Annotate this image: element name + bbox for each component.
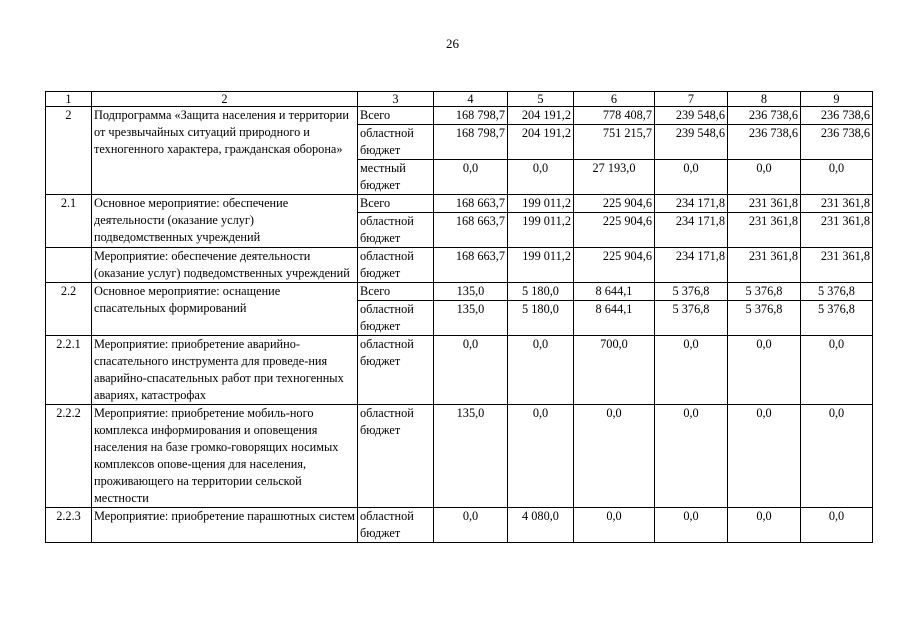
value-cell: 234 171,8 (655, 248, 728, 283)
value-cell: 5 376,8 (801, 301, 873, 336)
value-cell: 135,0 (434, 283, 508, 301)
value-cell: 0,0 (508, 336, 574, 405)
value-cell: 0,0 (434, 508, 508, 543)
funding-source: областной бюджет (358, 405, 434, 508)
value-cell: 236 738,6 (801, 107, 873, 125)
value-cell: 199 011,2 (508, 195, 574, 213)
value-cell: 0,0 (728, 336, 801, 405)
budget-table (45, 91, 873, 543)
funding-source: Всего (358, 195, 434, 213)
funding-source: местный бюджет (358, 160, 434, 195)
column-header: 5 (508, 92, 574, 107)
value-cell: 204 191,2 (508, 125, 574, 160)
value-cell: 0,0 (801, 405, 873, 508)
value-cell: 0,0 (728, 160, 801, 195)
value-cell: 0,0 (655, 508, 728, 543)
funding-source: областной бюджет (358, 301, 434, 336)
funding-source: областной бюджет (358, 125, 434, 160)
value-cell: 0,0 (574, 405, 655, 508)
funding-source: Всего (358, 107, 434, 125)
table-row (46, 107, 873, 125)
value-cell: 5 376,8 (655, 283, 728, 301)
value-cell: 135,0 (434, 405, 508, 508)
value-cell: 0,0 (801, 508, 873, 543)
table-row (46, 508, 873, 543)
value-cell: 0,0 (801, 336, 873, 405)
value-cell: 4 080,0 (508, 508, 574, 543)
value-cell: 225 904,6 (574, 195, 655, 213)
funding-source: Всего (358, 283, 434, 301)
column-header: 7 (655, 92, 728, 107)
row-number: 2.2.2 (46, 405, 92, 508)
funding-source: областной бюджет (358, 336, 434, 405)
row-number: 2.2.3 (46, 508, 92, 543)
row-number: 2.2 (46, 283, 92, 336)
value-cell: 234 171,8 (655, 195, 728, 213)
value-cell: 8 644,1 (574, 283, 655, 301)
value-cell: 239 548,6 (655, 107, 728, 125)
funding-source: областной бюджет (358, 248, 434, 283)
column-header: 3 (358, 92, 434, 107)
value-cell: 236 738,6 (801, 125, 873, 160)
value-cell: 0,0 (655, 336, 728, 405)
value-cell: 0,0 (434, 336, 508, 405)
table-row (46, 336, 873, 405)
value-cell: 168 798,7 (434, 107, 508, 125)
value-cell: 5 376,8 (728, 301, 801, 336)
value-cell: 236 738,6 (728, 125, 801, 160)
value-cell: 0,0 (508, 160, 574, 195)
row-description: Мероприятие: приобретение мобиль-ного комплекса информирования и оповещения населения на базе громко-говорящих носимых комплексов опове-щения для населения, проживающего на территории сельской местности (92, 405, 358, 508)
column-header: 9 (801, 92, 873, 107)
value-cell: 0,0 (655, 160, 728, 195)
column-header-row (46, 92, 873, 107)
row-description: Основное мероприятие: обеспечение деятельности (оказание услуг) подведомственных учреждений (92, 195, 358, 248)
value-cell: 5 376,8 (655, 301, 728, 336)
value-cell: 168 663,7 (434, 195, 508, 213)
value-cell: 168 663,7 (434, 248, 508, 283)
value-cell: 0,0 (801, 160, 873, 195)
value-cell: 135,0 (434, 301, 508, 336)
column-header: 2 (92, 92, 358, 107)
value-cell: 751 215,7 (574, 125, 655, 160)
value-cell: 168 798,7 (434, 125, 508, 160)
row-description: Мероприятие: обеспечение деятельности (оказание услуг) подведомственных учреждений (92, 248, 358, 283)
row-description: Основное мероприятие: оснащение спасательных формирований (92, 283, 358, 336)
value-cell: 5 376,8 (801, 283, 873, 301)
value-cell: 0,0 (508, 405, 574, 508)
column-header: 8 (728, 92, 801, 107)
column-header: 1 (46, 92, 92, 107)
value-cell: 225 904,6 (574, 248, 655, 283)
column-header: 4 (434, 92, 508, 107)
column-header: 6 (574, 92, 655, 107)
value-cell: 0,0 (655, 405, 728, 508)
value-cell: 231 361,8 (801, 248, 873, 283)
value-cell: 236 738,6 (728, 107, 801, 125)
value-cell: 231 361,8 (728, 213, 801, 248)
value-cell: 199 011,2 (508, 213, 574, 248)
funding-source: областной бюджет (358, 213, 434, 248)
value-cell: 231 361,8 (801, 195, 873, 213)
value-cell: 234 171,8 (655, 213, 728, 248)
value-cell: 231 361,8 (801, 213, 873, 248)
value-cell: 5 180,0 (508, 283, 574, 301)
value-cell: 0,0 (434, 160, 508, 195)
row-number: 2.2.1 (46, 336, 92, 405)
row-description: Подпрограмма «Защита населения и территории от чрезвычайных ситуаций природного и техногенного характера, гражданская оборона» (92, 107, 358, 195)
table-row (46, 248, 873, 283)
value-cell: 204 191,2 (508, 107, 574, 125)
table-row (46, 405, 873, 508)
row-number: 2.1 (46, 195, 92, 248)
value-cell: 0,0 (728, 405, 801, 508)
value-cell: 231 361,8 (728, 248, 801, 283)
value-cell: 700,0 (574, 336, 655, 405)
value-cell: 778 408,7 (574, 107, 655, 125)
value-cell: 225 904,6 (574, 213, 655, 248)
table-row (46, 283, 873, 301)
value-cell: 0,0 (574, 508, 655, 543)
row-description: Мероприятие: приобретение парашютных систем (92, 508, 358, 543)
table-row (46, 195, 873, 213)
row-number (46, 248, 92, 283)
page-number: 26 (446, 36, 459, 51)
value-cell: 168 663,7 (434, 213, 508, 248)
value-cell: 5 376,8 (728, 283, 801, 301)
row-number: 2 (46, 107, 92, 195)
value-cell: 5 180,0 (508, 301, 574, 336)
row-description: Мероприятие: приобретение аварийно-спасательного инструмента для проведе-ния аварийно-спасательных работ при техногенных авариях, катастрофах (92, 336, 358, 405)
funding-source: областной бюджет (358, 508, 434, 543)
value-cell: 199 011,2 (508, 248, 574, 283)
value-cell: 8 644,1 (574, 301, 655, 336)
value-cell: 239 548,6 (655, 125, 728, 160)
value-cell: 27 193,0 (574, 160, 655, 195)
value-cell: 231 361,8 (728, 195, 801, 213)
value-cell: 0,0 (728, 508, 801, 543)
